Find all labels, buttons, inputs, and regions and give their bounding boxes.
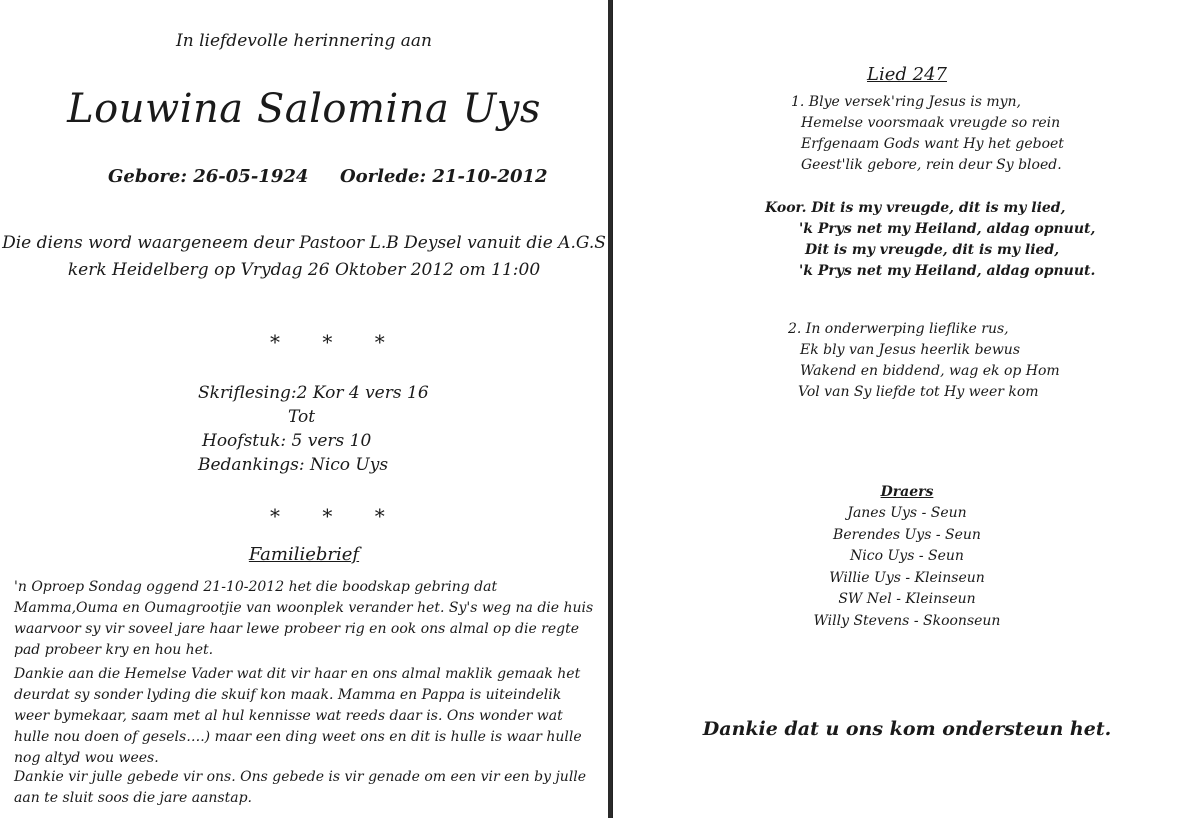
right-page [612,0,1200,818]
chorus-line: Koor. Dit is my vreugde, dit is my lied, [765,200,1066,216]
verse-line: 2. In onderwerping lieflike rus, [788,321,1009,337]
bearer-item: Janes Uys - Seun [847,505,967,521]
bearer-item: Willie Uys - Kleinseun [829,569,985,586]
service-info [0,230,608,284]
bearers-title: Draers [880,484,934,500]
verse-1 [791,92,1064,176]
deceased-name: Louwina Salomina Uys [67,86,541,132]
verse-line: Erfgenaam Gods want Hy het geboet [801,136,1064,152]
service-line: kerk Heidelberg op Vrydag 26 Oktober 2012 om 11:00 [67,260,541,280]
bearer-item: Nico Uys - Seun [850,548,964,564]
bearer-item: SW Nel - Kleinseun [838,591,976,607]
verse-line: Ek bly van Jesus heerlik bewus [800,342,1021,358]
hymn-title: Lied 247 [867,64,947,85]
chorus [765,198,1095,282]
family-letter-title: Familiebrief [248,544,360,565]
verse-line: 1. Blye versek'ring Jesus is myn, [791,94,1022,110]
reading-line: Skriflesing:2 Kor 4 vers 16 [198,383,429,403]
verse-line: Hemelse voorsmaak vreugde so rein [801,115,1061,131]
chorus-line: Dit is my vreugde, dit is my lied, [805,242,1060,258]
bearer-item: Berendes Uys - Seun [833,526,981,543]
family-letter-paragraph: 'n Oproep Sondag oggend 21-10-2012 het die boodskap gebring dat Mamma,Ouma en Oumagrootjie van woonplek verander het. Sy's weg na die huis waarvoor sy vir soveel jare haar lewe probeer rig en ook ons almal op die regte pad probeer kry en hou het. [14,579,594,658]
verse-line: Geest'lik gebore, rein deur Sy bloed. [801,157,1062,173]
reading-line: Bedankings: Nico Uys [198,455,389,475]
family-letter-paragraph: Dankie vir julle gebede vir ons. Ons gebede is vir genade om een vir een by julle aan te sluit soos die jare aanstap. [14,769,587,806]
family-letter-paragraph: Dankie aan die Hemelse Vader wat dit vir haar en ons almal maklik gemaak het deurdat sy sonder lyding die skuif kon maak. Mamma en Pappa is uiteindelik weer bymekaar, saam met al hul kennisse wat reeds daar is. Ons wonder wat hulle nou doen of gesels….) maar een ding weet ons en dit is hulle is waar hulle nog altyd wou wees. [14,666,582,766]
service-line: Die diens word waargeneem deur Pastoor L.B Deysel vanuit die A.G.S [2,233,606,253]
bearer-item: Willy Stevens - Skoonseun [813,612,1001,629]
verse-line: Vol van Sy liefde tot Hy weer kom [798,384,1039,400]
birth-date: Gebore: 26-05-1924 [108,166,309,187]
verse-2 [788,319,1060,403]
verse-line: Wakend en biddend, wag ek op Hom [800,363,1060,379]
scripture-reading [198,381,429,477]
chorus-line: 'k Prys net my Heiland, aldag opnuut. [799,263,1096,279]
death-date: Oorlede: 21-10-2012 [340,166,548,187]
separator: * * * [270,504,403,528]
reading-line: Tot [288,407,316,427]
intro-line: In liefdevolle herinnering aan [176,31,432,51]
reading-line: Hoofstuk: 5 vers 10 [202,431,372,451]
bearers-list [613,503,1200,632]
chorus-line: 'k Prys net my Heiland, aldag opnuut, [799,221,1096,237]
closing-thanks: Dankie dat u ons kom ondersteun het. [702,718,1112,740]
separator: * * * [270,330,403,354]
